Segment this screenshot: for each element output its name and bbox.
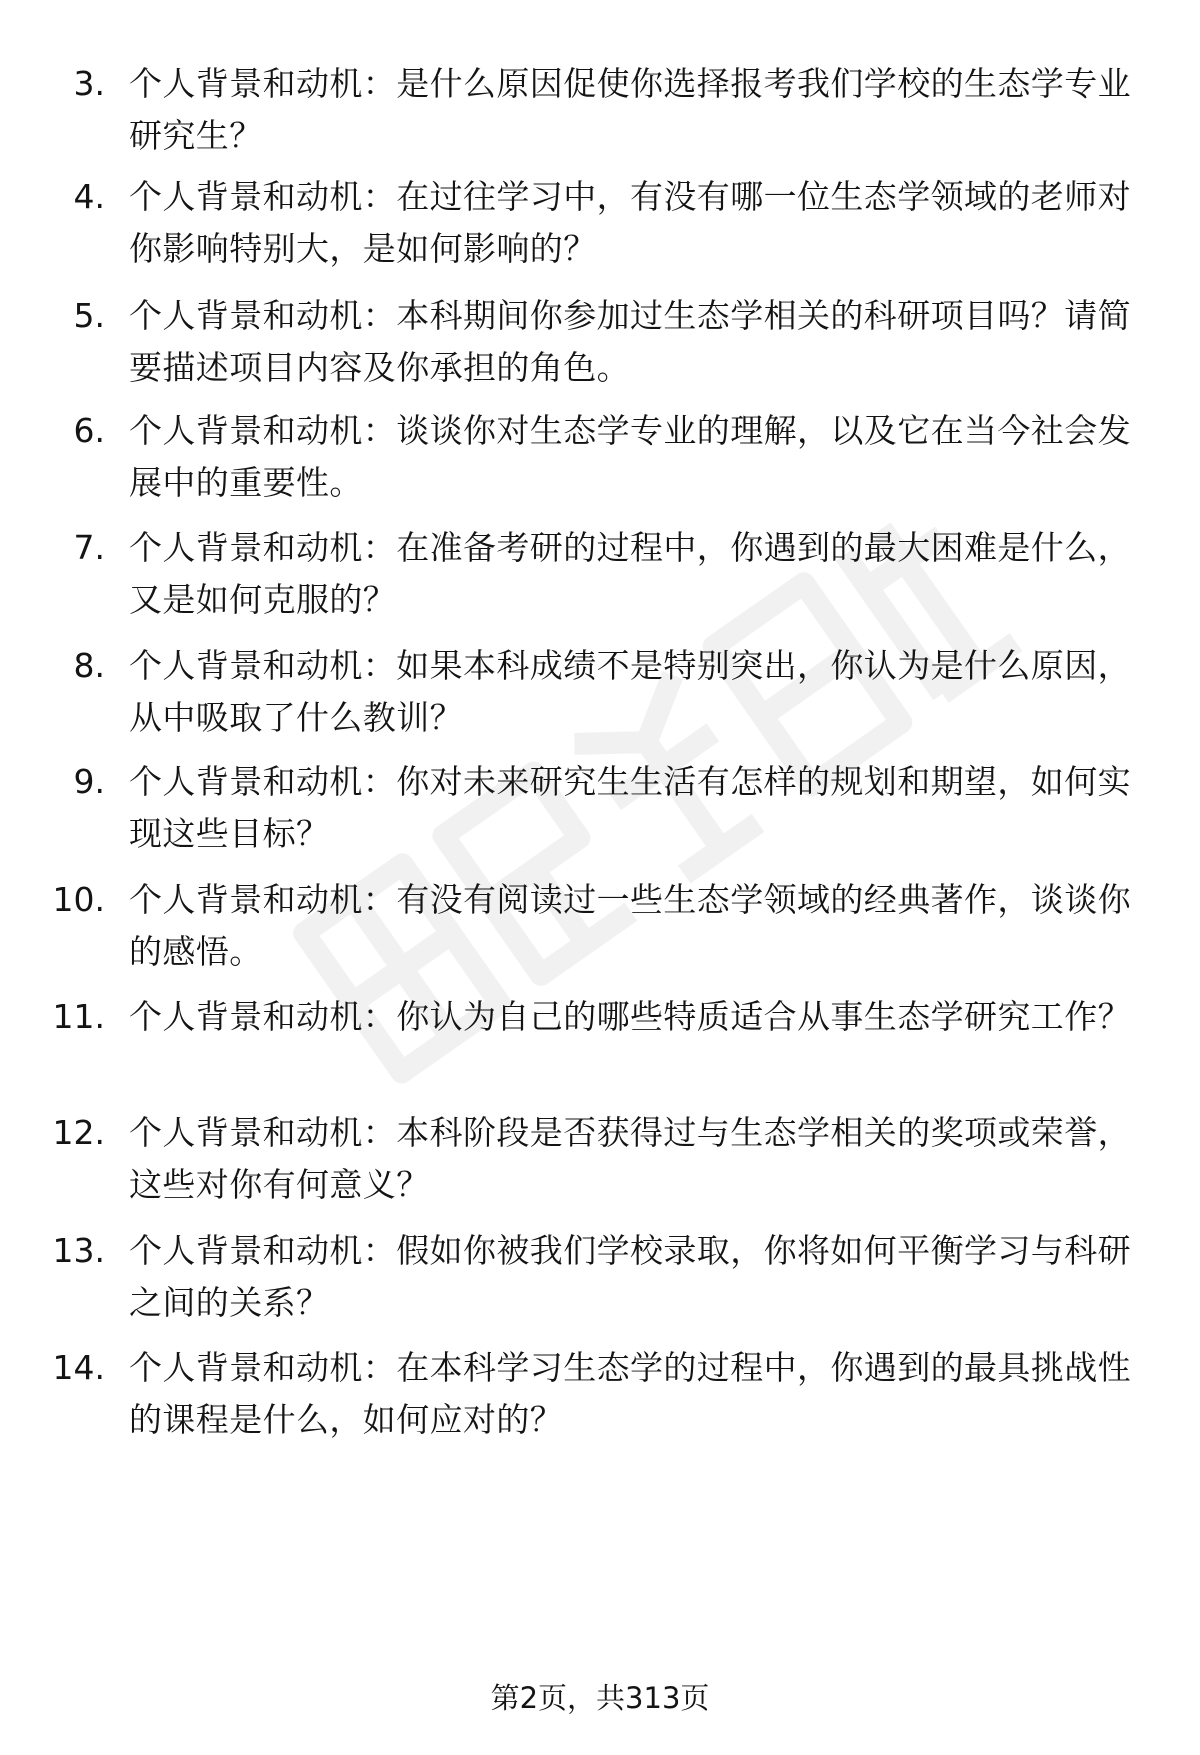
question-item-12 (0, 1107, 1200, 1217)
question-item-3 (0, 58, 1200, 168)
question-text: 个人背景和动机：你认为自己的哪些特质适合从事生态学研究工作？ (129, 997, 1131, 1036)
question-text: 个人背景和动机：本科期间你参加过生态学相关的科研项目吗？请简要描述项目内容及你承担的角色。 (129, 296, 1131, 387)
question-number: 3. (73, 64, 105, 103)
question-text: 个人背景和动机：谈谈你对生态学专业的理解，以及它在当今社会发展中的重要性。 (129, 411, 1131, 502)
question-text: 个人背景和动机：在本科学习生态学的过程中，你遇到的最具挑战性的课程是什么，如何应对的？ (129, 1348, 1131, 1439)
question-item-6 (0, 405, 1200, 515)
question-number: 7. (73, 528, 105, 567)
question-item-5 (0, 290, 1200, 400)
question-text: 个人背景和动机：如果本科成绩不是特别突出，你认为是什么原因，从中吸取了什么教训？ (129, 646, 1131, 737)
question-text: 个人背景和动机：是什么原因促使你选择报考我们学校的生态学专业研究生？ (129, 64, 1131, 155)
question-number: 5. (73, 296, 105, 335)
question-text: 个人背景和动机：在准备考研的过程中，你遇到的最大困难是什么，又是如何克服的？ (129, 528, 1131, 619)
question-item-14 (0, 1342, 1200, 1452)
question-text: 个人背景和动机：本科阶段是否获得过与生态学相关的奖项或荣誉，这些对你有何意义？ (129, 1113, 1131, 1204)
question-item-13 (0, 1225, 1200, 1335)
question-number: 12. (52, 1113, 105, 1152)
question-number: 9. (73, 762, 105, 801)
question-number: 6. (73, 411, 105, 450)
question-item-10 (0, 874, 1200, 984)
question-number: 8. (73, 646, 105, 685)
question-text: 个人背景和动机：在过往学习中，有没有哪一位生态学领域的老师对你影响特别大，是如何影响的？ (129, 177, 1131, 268)
question-item-8 (0, 640, 1200, 750)
question-number: 10. (52, 880, 105, 919)
question-text: 个人背景和动机：你对未来研究生生活有怎样的规划和期望，如何实现这些目标？ (129, 762, 1131, 853)
question-item-4 (0, 171, 1200, 281)
question-item-7 (0, 522, 1200, 632)
question-number: 14. (52, 1348, 105, 1387)
question-text: 个人背景和动机：有没有阅读过一些生态学领域的经典著作，谈谈你的感悟。 (129, 880, 1131, 971)
question-number: 11. (52, 997, 105, 1036)
question-text: 个人背景和动机：假如你被我们学校录取，你将如何平衡学习与科研之间的关系？ (129, 1231, 1131, 1322)
question-item-11 (0, 991, 1200, 1101)
page-indicator: 第2页，共313页 (490, 1681, 710, 1715)
question-item-9 (0, 756, 1200, 866)
question-number: 4. (73, 177, 105, 216)
question-number: 13. (52, 1231, 105, 1270)
